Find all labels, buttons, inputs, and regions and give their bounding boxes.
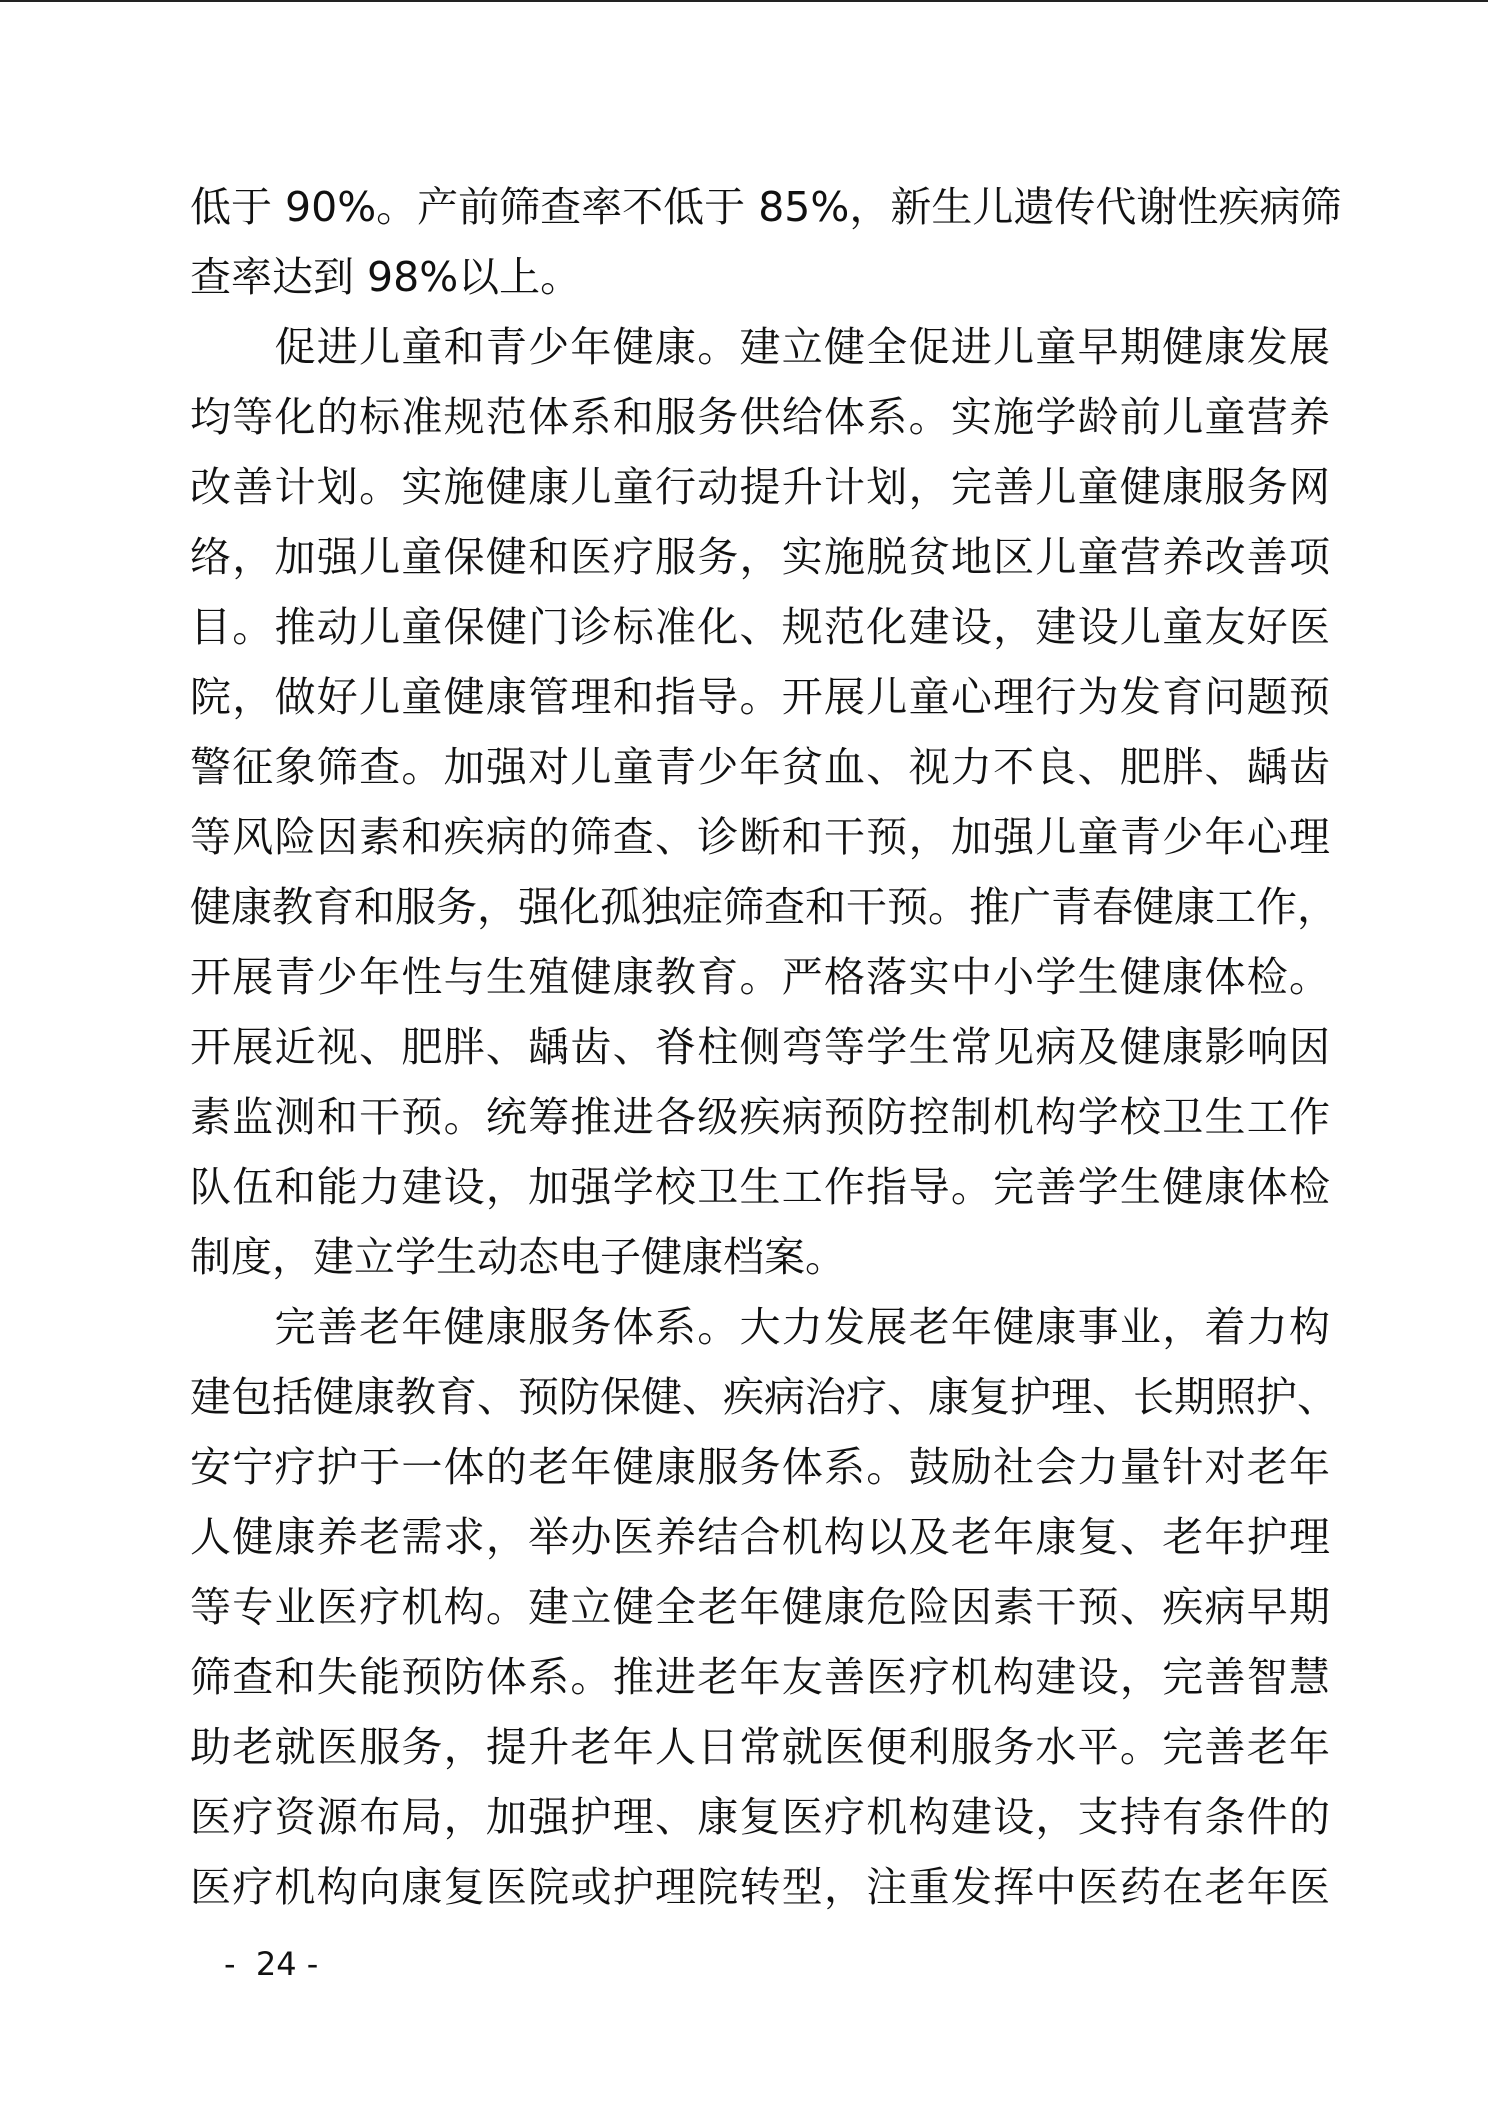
text-line: 改善计划。实施健康儿童行动提升计划，完善儿童健康服务网 <box>190 463 1330 511</box>
text-line: 素监测和干预。统筹推进各级疾病预防控制机构学校卫生工作 <box>190 1093 1330 1141</box>
text-line: 制度，建立学生动态电子健康档案。 <box>190 1233 846 1281</box>
text-line: 等风险因素和疾病的筛查、诊断和干预，加强儿童青少年心理 <box>190 813 1330 861</box>
text-line: 队伍和能力建设，加强学校卫生工作指导。完善学生健康体检 <box>190 1163 1330 1211</box>
text-line: 均等化的标准规范体系和服务供给体系。实施学龄前儿童营养 <box>190 393 1330 441</box>
text-line: 促进儿童和青少年健康。建立健全促进儿童早期健康发展 <box>190 323 1330 371</box>
text-line: 等专业医疗机构。建立健全老年健康危险因素干预、疾病早期 <box>190 1583 1330 1631</box>
text-line: 安宁疗护于一体的老年健康服务体系。鼓励社会力量针对老年 <box>190 1443 1330 1491</box>
text-line: 健康教育和服务，强化孤独症筛查和干预。推广青春健康工作， <box>190 883 1338 931</box>
text-line: 医疗机构向康复医院或护理院转型，注重发挥中医药在老年医 <box>190 1863 1330 1911</box>
body-text <box>190 172 1342 1922</box>
text-line: 低于 90%。产前筛查率不低于 85%，新生儿遗传代谢性疾病筛 <box>190 183 1342 231</box>
text-line: 建包括健康教育、预防保健、疾病治疗、康复护理、长期照护、 <box>190 1373 1338 1421</box>
text-line: 开展青少年性与生殖健康教育。严格落实中小学生健康体检。 <box>190 953 1330 1001</box>
text-line: 查率达到 98%以上。 <box>190 253 582 301</box>
text-line: 助老就医服务，提升老年人日常就医便利服务水平。完善老年 <box>190 1723 1330 1771</box>
text-line: 筛查和失能预防体系。推进老年友善医疗机构建设，完善智慧 <box>190 1653 1330 1701</box>
text-line: 络，加强儿童保健和医疗服务，实施脱贫地区儿童营养改善项 <box>190 533 1330 581</box>
text-line: 院，做好儿童健康管理和指导。开展儿童心理行为发育问题预 <box>190 673 1330 721</box>
text-line: 医疗资源布局，加强护理、康复医疗机构建设，支持有条件的 <box>190 1793 1330 1841</box>
page-number: - 24 - <box>224 1945 319 1983</box>
top-border-line <box>0 0 1488 2</box>
text-line: 目。推动儿童保健门诊标准化、规范化建设，建设儿童友好医 <box>190 603 1330 651</box>
text-line: 警征象筛查。加强对儿童青少年贫血、视力不良、肥胖、龋齿 <box>190 743 1330 791</box>
text-line: 人健康养老需求，举办医养结合机构以及老年康复、老年护理 <box>190 1513 1330 1561</box>
text-line: 开展近视、肥胖、龋齿、脊柱侧弯等学生常见病及健康影响因 <box>190 1023 1330 1071</box>
text-line: 完善老年健康服务体系。大力发展老年健康事业，着力构 <box>190 1303 1330 1351</box>
